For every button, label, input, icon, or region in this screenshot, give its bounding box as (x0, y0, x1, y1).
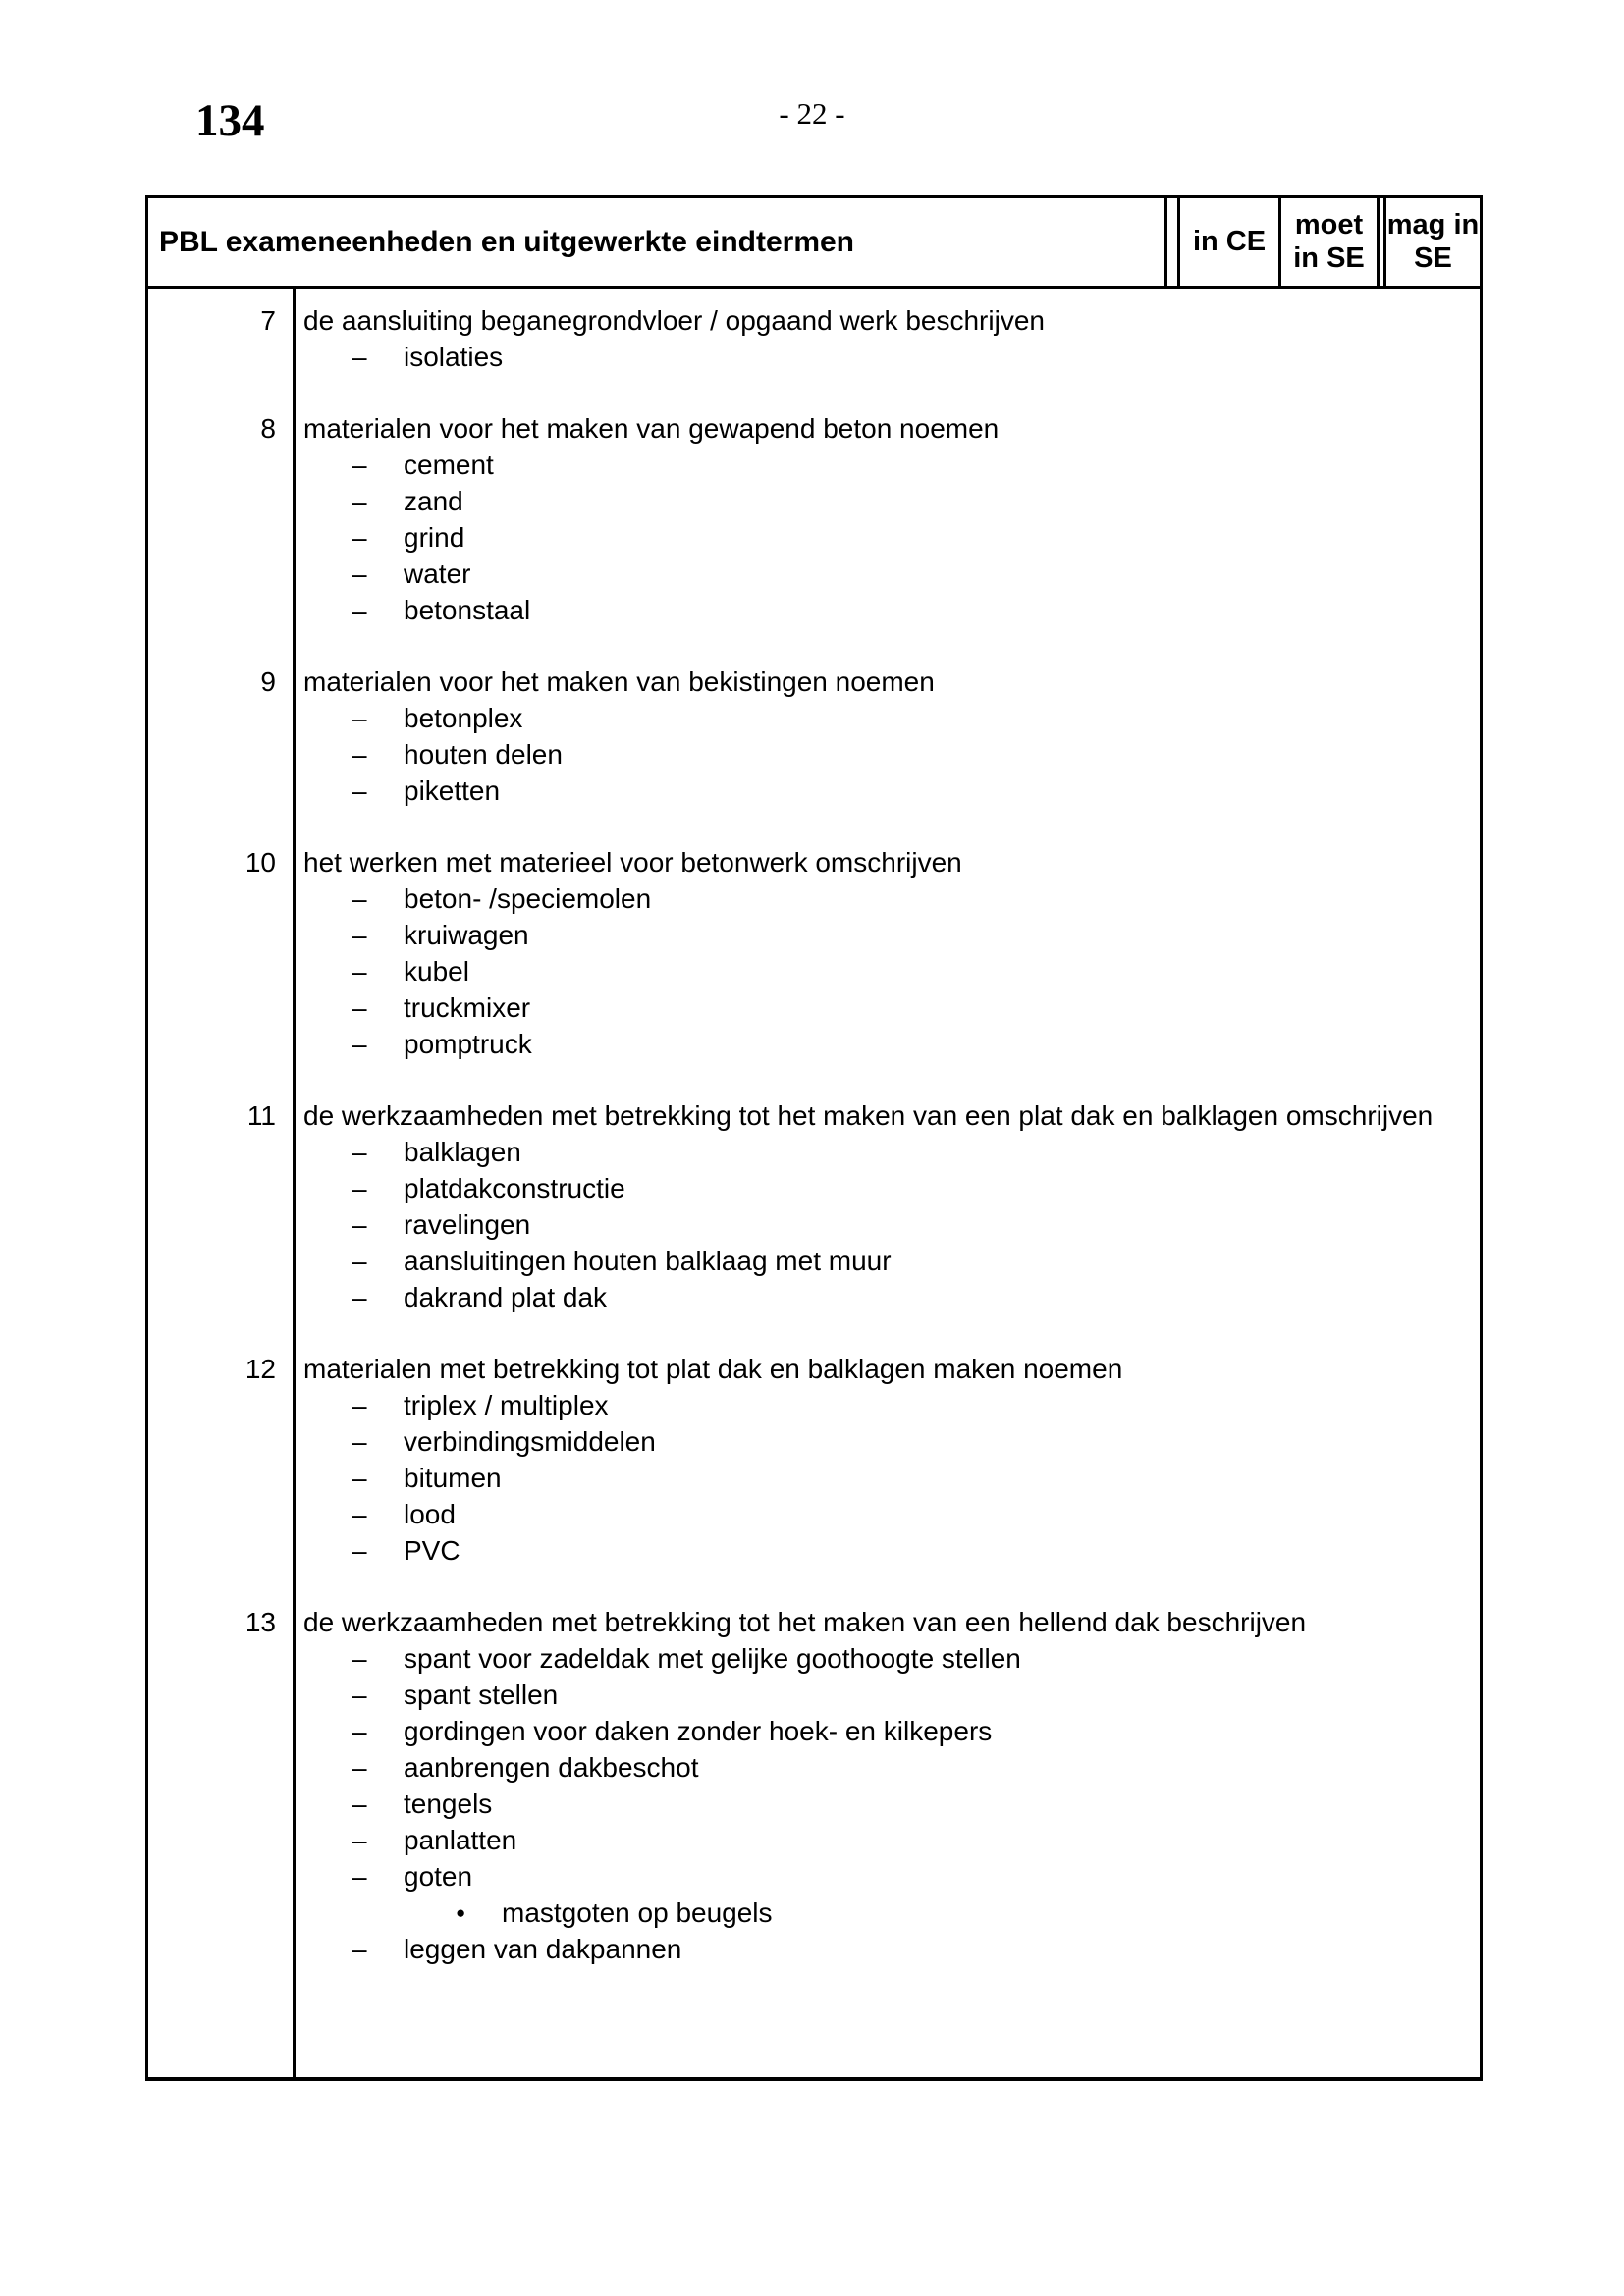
item-number: 11 (246, 1100, 276, 1131)
sub-item (303, 1206, 1478, 1243)
dash-icon: – (352, 559, 367, 589)
dash-icon: – (352, 342, 367, 372)
dash-icon: – (352, 1643, 367, 1674)
sub-item (303, 1134, 1478, 1170)
dash-icon: – (352, 1282, 367, 1312)
item-heading: materialen voor het maken van gewapend beton noemen (303, 413, 1000, 444)
item-heading: de werkzaamheden met betrekking tot het maken van een plat dak en balklagen omschrijven (303, 1100, 1434, 1131)
exam-item-row (148, 410, 1480, 628)
column-header-moet-in-se: moet in SE (1278, 198, 1377, 286)
dash-icon: – (352, 1029, 367, 1059)
item-heading: materialen met betrekking tot plat dak en balklagen maken noemen (303, 1354, 1123, 1384)
dash-icon: – (352, 1825, 367, 1855)
sub-item (303, 773, 1478, 809)
sub-item (303, 1243, 1478, 1279)
sub-item (303, 1170, 1478, 1206)
sub-item-label: piketten (404, 775, 501, 806)
item-heading: het werken met materieel voor betonwerk omschrijven (303, 847, 962, 878)
sub-item-label: grind (404, 522, 465, 553)
sub-item (303, 1640, 1478, 1677)
exam-item-row (148, 1351, 1480, 1569)
sub-item (303, 700, 1478, 736)
column-header-mag-in-se: mag in SE (1383, 198, 1480, 286)
sub-item (303, 989, 1478, 1026)
sub-item (303, 1858, 1478, 1895)
sub-item-label: gordingen voor daken zonder hoek- en kilkepers (404, 1716, 993, 1746)
sub-item (303, 881, 1478, 917)
item-number: 7 (260, 305, 276, 336)
item-number: 12 (244, 1354, 276, 1384)
dash-icon: – (352, 992, 367, 1023)
sub-item (303, 953, 1478, 989)
sub-item-level2 (303, 1895, 1478, 1931)
exam-item-row (148, 1604, 1480, 1967)
sub-item-label: ravelingen (404, 1209, 531, 1240)
dash-icon: – (352, 703, 367, 733)
dash-icon: – (352, 1209, 367, 1240)
sub-item-label: betonstaal (404, 595, 531, 625)
dash-icon: – (352, 739, 367, 770)
item-number: 9 (260, 667, 276, 697)
item-number: 8 (260, 413, 276, 444)
sub-item-label: betonplex (404, 703, 523, 733)
page-number-center: - 22 - (779, 96, 845, 131)
sub-item-label: spant stellen (404, 1680, 559, 1710)
sub-item (303, 1749, 1478, 1786)
sub-item-label: beton- /speciemolen (404, 883, 652, 914)
sub-item (303, 736, 1478, 773)
sub-item (303, 1387, 1478, 1423)
sub-item (303, 1460, 1478, 1496)
sub-item (303, 1786, 1478, 1822)
sub-item (303, 483, 1478, 519)
sub-item-label: kubel (404, 956, 469, 987)
sub-item-label: isolaties (404, 342, 504, 372)
sub-item (303, 339, 1478, 375)
sub-item-label: houten delen (404, 739, 563, 770)
sub-item (303, 1822, 1478, 1858)
item-heading: de aansluiting beganegrondvloer / opgaand werk beschrijven (303, 305, 1045, 336)
dash-icon: – (352, 1246, 367, 1276)
sub-item (303, 1677, 1478, 1713)
item-body (296, 410, 1480, 628)
sub-item (303, 1532, 1478, 1569)
item-body (296, 1097, 1480, 1315)
sub-item-label: dakrand plat dak (404, 1282, 608, 1312)
dash-icon: – (352, 920, 367, 950)
sub-item-label: pomptruck (404, 1029, 532, 1059)
dash-icon: – (352, 1137, 367, 1167)
item-body (296, 664, 1480, 809)
sub-item-label: triplex / multiplex (404, 1390, 609, 1420)
sub-item (303, 917, 1478, 953)
dash-icon: – (352, 1426, 367, 1457)
item-body (296, 302, 1480, 375)
item-heading: materialen voor het maken van bekistingen noemen (303, 667, 935, 697)
sub-item (303, 592, 1478, 628)
dash-icon: – (352, 1390, 367, 1420)
exam-table (145, 195, 1483, 2081)
number-column-divider (293, 289, 296, 2077)
sub-item-label: truckmixer (404, 992, 531, 1023)
dash-icon: – (352, 1861, 367, 1892)
sub-item-label: kruiwagen (404, 920, 529, 950)
exam-item-row (148, 664, 1480, 809)
table-header-row (148, 198, 1480, 289)
dash-icon: – (352, 883, 367, 914)
sub-item-label: water (404, 559, 471, 589)
column-divider (1377, 198, 1383, 286)
sub-item (303, 1279, 1478, 1315)
sub-item-label: balklagen (404, 1137, 521, 1167)
sub-item-label: mastgoten op beugels (502, 1897, 773, 1928)
sub-item-label: aanbrengen dakbeschot (404, 1752, 699, 1783)
dash-icon: – (352, 1463, 367, 1493)
exam-item-row (148, 1097, 1480, 1315)
dash-icon: – (352, 595, 367, 625)
sub-item-label: platdakconstructie (404, 1173, 625, 1203)
sub-item-label: spant voor zadeldak met gelijke goothoogte stellen (404, 1643, 1021, 1674)
sub-item-label: goten (404, 1861, 473, 1892)
dash-icon: – (352, 1789, 367, 1819)
dash-icon: – (352, 1680, 367, 1710)
sub-item-label: zand (404, 486, 463, 516)
dash-icon: – (352, 775, 367, 806)
header-spacer (1167, 198, 1177, 286)
sub-item-label: tengels (404, 1789, 493, 1819)
bullet-icon: ● (456, 1903, 466, 1922)
item-body (296, 844, 1480, 1062)
item-body (296, 1604, 1480, 1967)
sub-item (303, 556, 1478, 592)
sub-item-label: aansluitingen houten balklaag met muur (404, 1246, 892, 1276)
column-header-in-ce: in CE (1177, 198, 1278, 286)
exam-item-row (148, 302, 1480, 375)
dash-icon: – (352, 1173, 367, 1203)
dash-icon: – (352, 486, 367, 516)
sub-item-label: leggen van dakpannen (404, 1934, 682, 1964)
dash-icon: – (352, 956, 367, 987)
sub-item (303, 1496, 1478, 1532)
sub-item-label: PVC (404, 1535, 460, 1566)
sub-item (303, 447, 1478, 483)
sub-item-label: bitumen (404, 1463, 502, 1493)
item-number: 13 (244, 1607, 276, 1637)
items-container (148, 302, 1480, 1967)
dash-icon: – (352, 522, 367, 553)
dash-icon: – (352, 1535, 367, 1566)
item-body (296, 1351, 1480, 1569)
table-title: PBL exameneenheden en uitgewerkte eindtermen (148, 198, 1167, 286)
sub-item (303, 1931, 1478, 1967)
sub-item-label: panlatten (404, 1825, 517, 1855)
dash-icon: – (352, 1499, 367, 1529)
sub-item-label: lood (404, 1499, 456, 1529)
sub-item (303, 1026, 1478, 1062)
dash-icon: – (352, 1934, 367, 1964)
table-body (148, 289, 1480, 2077)
sub-item-label: verbindingsmiddelen (404, 1426, 656, 1457)
item-number: 10 (244, 847, 276, 878)
dash-icon: – (352, 450, 367, 480)
page-number-bold: 134 (195, 95, 265, 146)
sub-item (303, 1423, 1478, 1460)
item-heading: de werkzaamheden met betrekking tot het maken van een hellend dak beschrijven (303, 1607, 1307, 1637)
dash-icon: – (352, 1716, 367, 1746)
exam-item-row (148, 844, 1480, 1062)
sub-item-label: cement (404, 450, 494, 480)
sub-item (303, 1713, 1478, 1749)
sub-item (303, 519, 1478, 556)
dash-icon: – (352, 1752, 367, 1783)
